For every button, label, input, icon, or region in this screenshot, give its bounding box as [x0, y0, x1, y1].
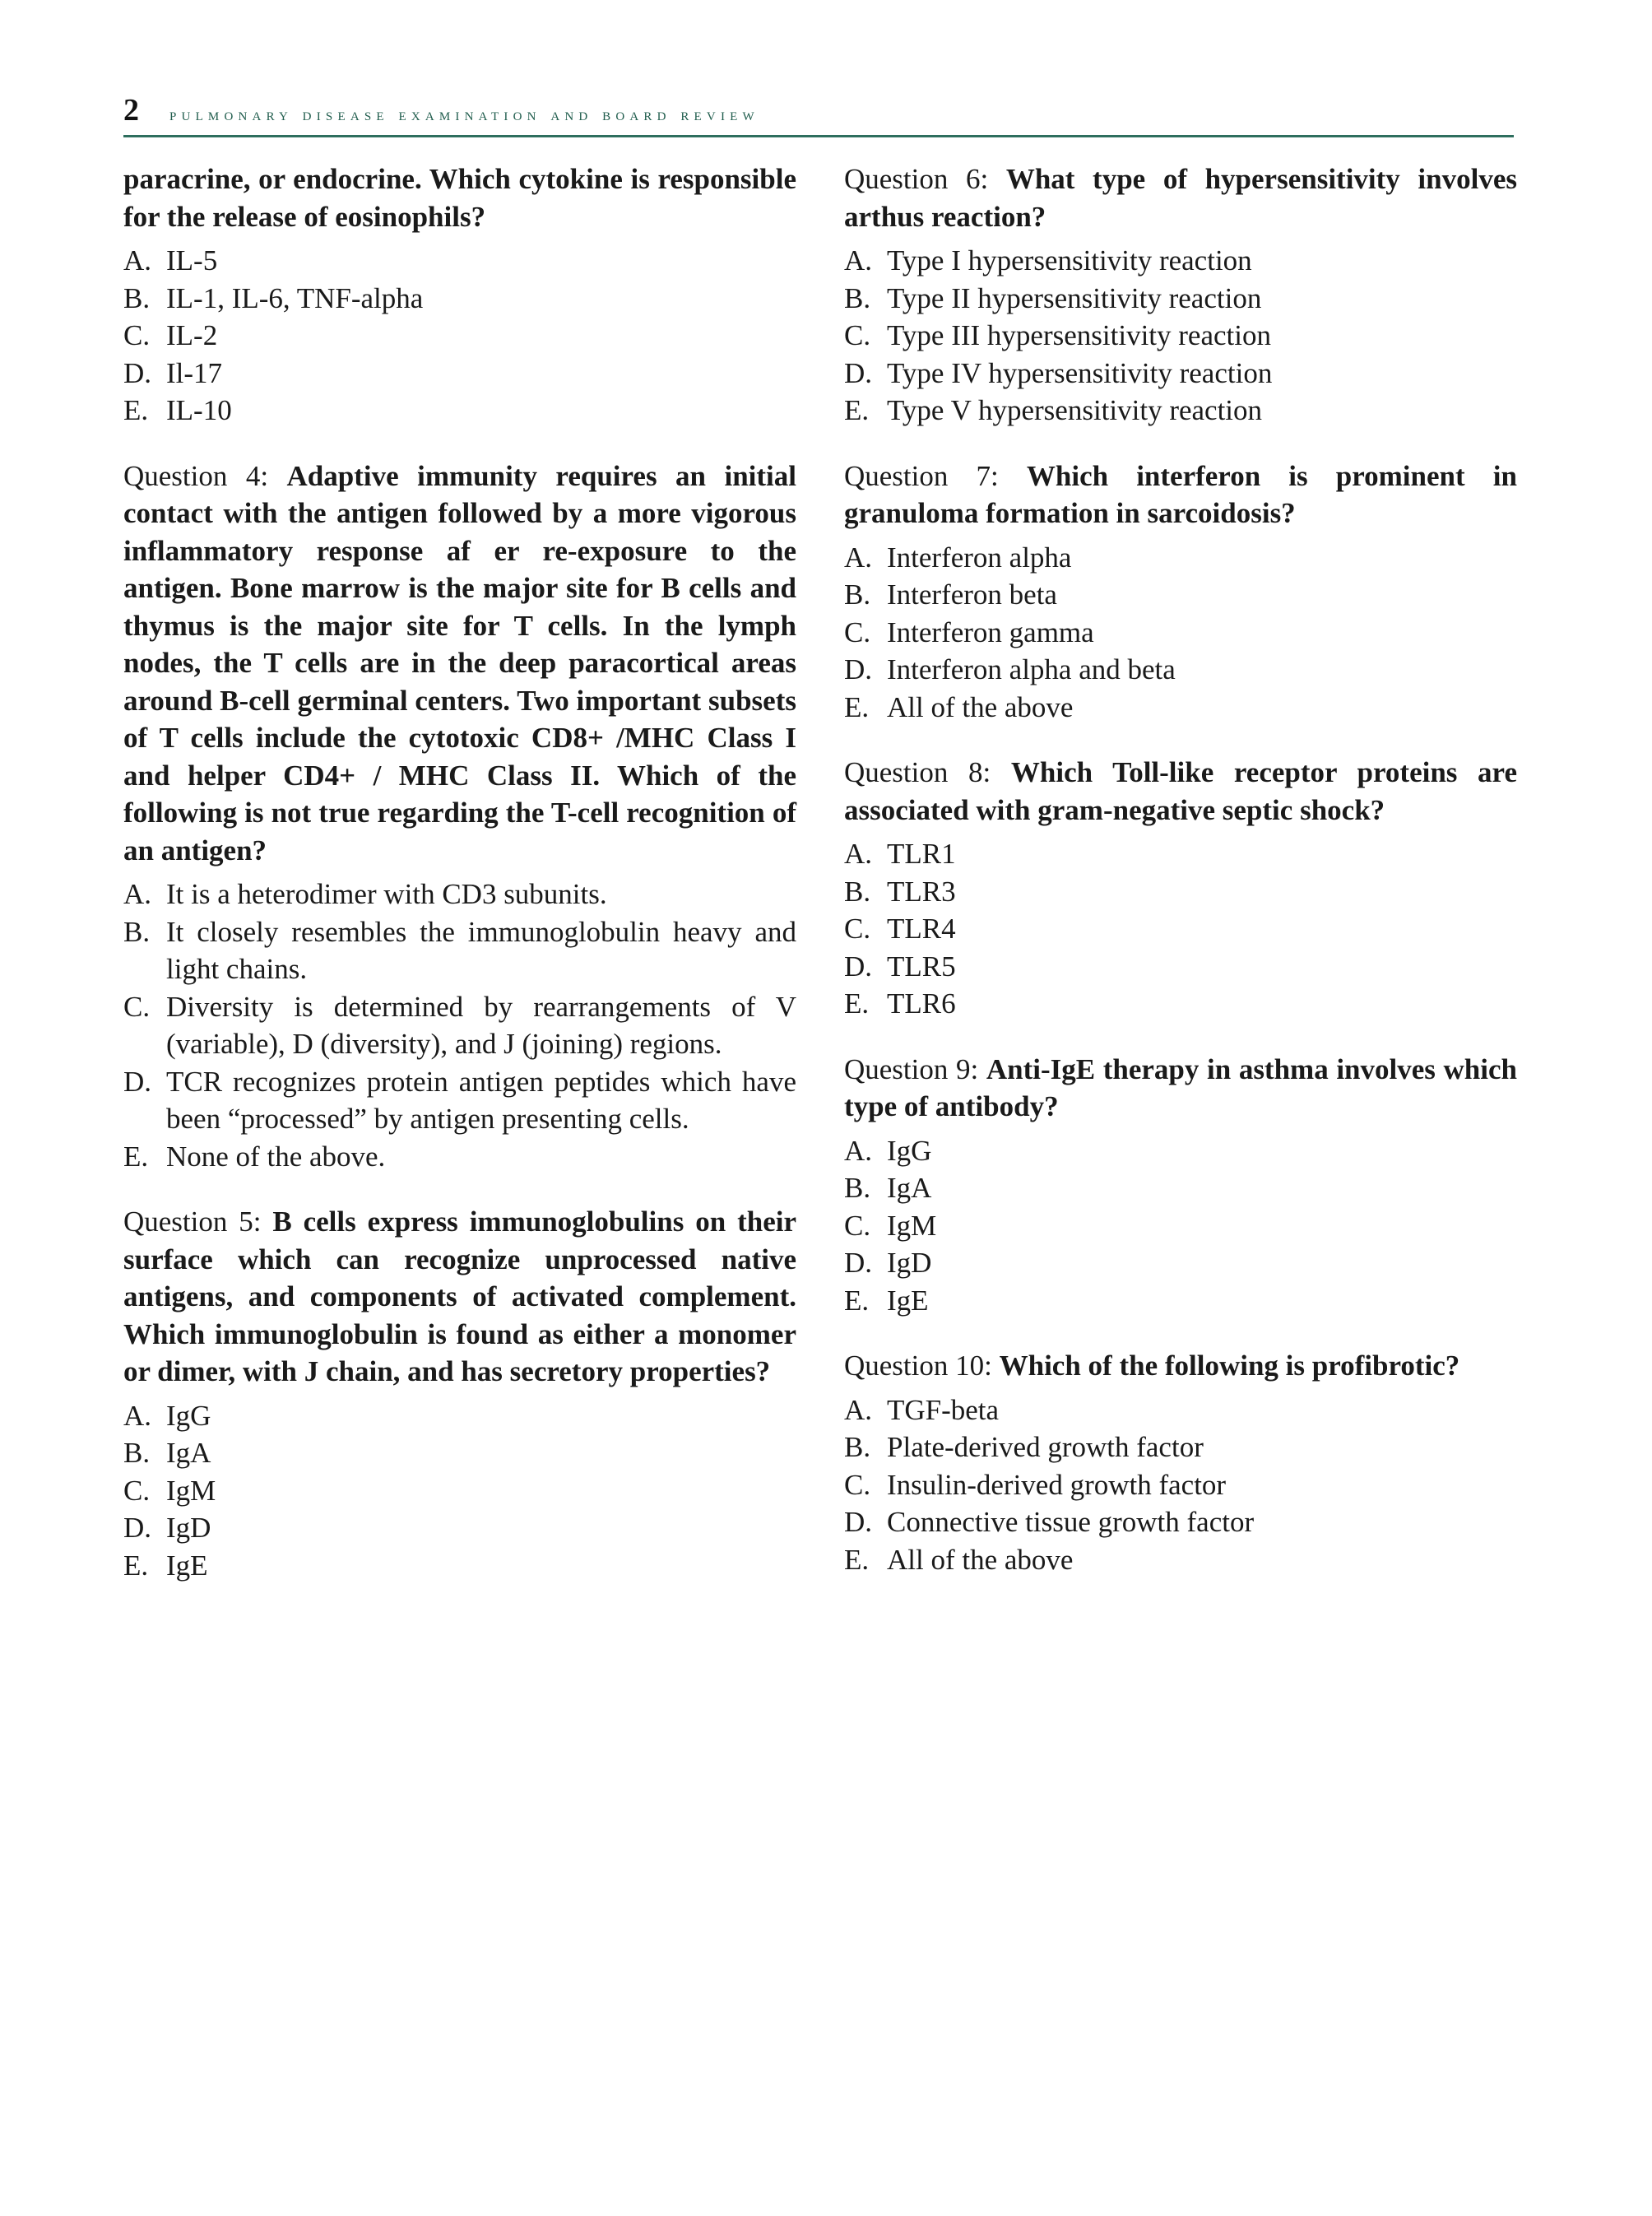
answer-options: [123, 1397, 796, 1585]
option-text: IgA: [887, 1172, 932, 1204]
question-number: Question 7:: [844, 459, 1027, 492]
option-letter: C.: [844, 616, 871, 648]
option-letter: B.: [123, 281, 151, 314]
option-text: Type IV hypersensitivity reaction: [887, 356, 1273, 389]
option-text: IgE: [166, 1549, 208, 1582]
option-text: Diversity is determined by rearrangements of V (variable), D (diversity), and J (joining) regions.: [166, 990, 796, 1060]
option-letter: D.: [123, 356, 152, 389]
option-text: None of the above.: [166, 1140, 386, 1173]
answer-option: [844, 1169, 1517, 1207]
option-letter: B.: [123, 1437, 151, 1469]
answer-option: [844, 985, 1517, 1023]
answer-option: [123, 392, 796, 430]
option-letter: B.: [844, 1172, 871, 1204]
question-block: [123, 1203, 796, 1584]
answer-option: [123, 317, 796, 355]
option-text: Interferon alpha: [887, 541, 1072, 574]
question-text: Which of the following is profibrotic?: [999, 1350, 1460, 1382]
option-letter: C.: [123, 319, 151, 351]
answer-option: [123, 913, 796, 988]
answer-options: [844, 242, 1517, 430]
answer-options: [844, 1391, 1517, 1579]
option-text: TCR recognizes protein antigen peptides which have been “processed” by antigen presenting cells.: [166, 1065, 796, 1135]
answer-options: [844, 539, 1517, 727]
option-text: TLR5: [887, 950, 956, 983]
option-letter: A.: [844, 244, 873, 276]
question-stem: [123, 458, 796, 870]
option-text: IgG: [166, 1399, 211, 1432]
option-text: It is a heterodimer with CD3 subunits.: [166, 878, 607, 910]
question-number: Question 8:: [844, 756, 1011, 788]
option-letter: C.: [123, 1474, 151, 1507]
answer-option: [123, 242, 796, 280]
option-text: TLR6: [887, 987, 956, 1020]
answer-option: [844, 1244, 1517, 1282]
option-letter: B.: [123, 915, 151, 948]
option-text: IL-2: [166, 319, 218, 351]
question-number: Question 4:: [123, 459, 287, 492]
option-letter: C.: [123, 990, 151, 1023]
answer-option: [844, 242, 1517, 280]
option-text: All of the above: [887, 1543, 1074, 1576]
option-letter: A.: [123, 244, 152, 276]
answer-option: [123, 1472, 796, 1510]
answer-option: [844, 651, 1517, 689]
answer-option: [123, 1397, 796, 1435]
answer-option: [123, 1509, 796, 1547]
answer-option: [844, 1429, 1517, 1466]
answer-option: [844, 873, 1517, 911]
option-text: Plate-derived growth factor: [887, 1431, 1204, 1463]
right-column: [844, 160, 1517, 1606]
question-text: Anti-IgE therapy in asthma involves which type of antibody?: [844, 1052, 1517, 1122]
question-number: Question 9:: [844, 1052, 986, 1085]
question-block: [844, 1347, 1517, 1578]
option-letter: E.: [123, 394, 149, 426]
answer-option: [844, 355, 1517, 393]
option-letter: A.: [844, 838, 873, 870]
option-letter: D.: [123, 1065, 152, 1098]
option-text: IgD: [887, 1247, 932, 1279]
question-text: paracrine, or endocrine. Which cytokine is responsible for the release of eosinophils?: [123, 163, 796, 233]
answer-options: [844, 835, 1517, 1023]
answer-option: [844, 317, 1517, 355]
question-text: What type of hypersensitivity involves arthus reaction?: [844, 163, 1517, 233]
answer-option: [123, 280, 796, 318]
left-column: [123, 160, 796, 1612]
answer-option: [844, 835, 1517, 873]
question-block: [123, 458, 796, 1176]
option-text: IgM: [887, 1209, 937, 1242]
option-letter: A.: [844, 541, 873, 574]
option-letter: E.: [844, 1284, 870, 1317]
option-text: All of the above: [887, 690, 1074, 723]
running-head: pulmonary disease examination and board review: [169, 104, 759, 124]
answer-option: [844, 948, 1517, 986]
option-letter: E.: [844, 987, 870, 1020]
option-text: IL-5: [166, 244, 218, 276]
option-letter: A.: [844, 1393, 873, 1426]
option-letter: B.: [844, 1431, 871, 1463]
question-stem: [123, 160, 796, 235]
option-text: IgG: [887, 1134, 932, 1167]
option-text: IgA: [166, 1437, 211, 1469]
option-letter: E.: [844, 394, 870, 426]
question-text: Which Toll-like receptor proteins are associated with gram-negative septic shock?: [844, 756, 1517, 826]
answer-option: [123, 876, 796, 913]
option-letter: E.: [844, 1543, 870, 1576]
option-letter: A.: [123, 1399, 152, 1432]
question-stem: [844, 754, 1517, 829]
option-text: TGF-beta: [887, 1393, 1000, 1426]
option-letter: D.: [123, 1512, 152, 1544]
answer-option: [123, 1138, 796, 1176]
option-text: Type I hypersensitivity reaction: [887, 244, 1252, 276]
question-number: Question 10:: [844, 1350, 1000, 1382]
question-block: [844, 1051, 1517, 1320]
page-number: 2: [123, 93, 139, 128]
option-text: It closely resembles the immunoglobulin heavy and light chains.: [166, 915, 796, 985]
answer-option: [123, 1063, 796, 1138]
question-stem: [844, 458, 1517, 532]
option-letter: A.: [123, 878, 152, 910]
question-text: Adaptive immunity requires an initial contact with the antigen followed by a more vigorous inflammatory response af er re-exposure to the antigen. Bone marrow is the major site for B cells and thymus is the major site for T cells. In the lymph nodes, the T cells are in the deep paracortical areas around B-cell germinal centers. Two important subsets of T cells include the cytotoxic CD8+ /MHC Class I and helper CD4+ / MHC Class II. Which of the following is not true regarding the T-cell recognition of an antigen?: [123, 459, 796, 866]
answer-option: [844, 392, 1517, 430]
answer-option: [123, 1434, 796, 1472]
question-stem: [844, 1347, 1517, 1385]
option-letter: B.: [844, 281, 871, 314]
answer-option: [844, 1466, 1517, 1504]
question-stem: [844, 1051, 1517, 1126]
answer-option: [844, 539, 1517, 577]
answer-option: [123, 1547, 796, 1585]
option-text: TLR1: [887, 838, 956, 870]
option-text: Type III hypersensitivity reaction: [887, 319, 1271, 351]
question-number: Question 6:: [844, 163, 1006, 195]
option-letter: C.: [844, 913, 871, 945]
answer-options: [123, 242, 796, 430]
answer-option: [844, 910, 1517, 948]
answer-option: [123, 355, 796, 393]
question-block: [844, 458, 1517, 727]
option-letter: E.: [844, 690, 870, 723]
option-text: IgE: [887, 1284, 929, 1317]
question-block: [123, 160, 796, 430]
option-letter: D.: [844, 356, 873, 389]
option-letter: C.: [844, 1209, 871, 1242]
option-text: Il-17: [166, 356, 223, 389]
answer-option: [844, 280, 1517, 318]
option-letter: D.: [844, 653, 873, 685]
option-letter: C.: [844, 319, 871, 351]
question-block: [844, 160, 1517, 430]
answer-option: [844, 1282, 1517, 1320]
option-letter: D.: [844, 1247, 873, 1279]
option-text: Connective tissue growth factor: [887, 1506, 1255, 1538]
option-text: IL-10: [166, 394, 232, 426]
option-letter: D.: [844, 950, 873, 983]
answer-option: [123, 988, 796, 1063]
option-text: Insulin-derived growth factor: [887, 1468, 1227, 1501]
question-text: Which interferon is prominent in granuloma formation in sarcoidosis?: [844, 459, 1517, 529]
option-text: IgM: [166, 1474, 216, 1507]
answer-option: [844, 1541, 1517, 1579]
option-letter: B.: [844, 578, 871, 611]
answer-option: [844, 1132, 1517, 1170]
question-number: Question 5:: [123, 1206, 273, 1238]
answer-options: [844, 1132, 1517, 1320]
answer-option: [844, 614, 1517, 652]
option-text: Interferon beta: [887, 578, 1057, 611]
question-block: [844, 754, 1517, 1023]
page-header: [123, 92, 1514, 137]
question-stem: [123, 1203, 796, 1391]
answer-option: [844, 1503, 1517, 1541]
option-letter: A.: [844, 1134, 873, 1167]
answer-option: [844, 1207, 1517, 1245]
option-text: IgD: [166, 1512, 211, 1544]
option-letter: E.: [123, 1140, 149, 1173]
option-text: TLR3: [887, 875, 956, 908]
option-text: Interferon gamma: [887, 616, 1094, 648]
answer-option: [844, 689, 1517, 727]
option-text: Interferon alpha and beta: [887, 653, 1176, 685]
option-text: IL-1, IL-6, TNF-alpha: [166, 281, 424, 314]
option-letter: D.: [844, 1506, 873, 1538]
answer-option: [844, 1391, 1517, 1429]
option-text: Type V hypersensitivity reaction: [887, 394, 1263, 426]
option-letter: B.: [844, 875, 871, 908]
answer-options: [123, 876, 796, 1175]
answer-option: [844, 576, 1517, 614]
question-text: B cells express immunoglobulins on their surface which can recognize unprocessed native antigens, and components of activated complement. Which immunoglobulin is found as either a monomer or dimer, with J chain, and has secretory properties?: [123, 1206, 796, 1387]
option-letter: E.: [123, 1549, 149, 1582]
option-letter: C.: [844, 1468, 871, 1501]
question-stem: [844, 160, 1517, 235]
option-text: TLR4: [887, 913, 956, 945]
option-text: Type II hypersensitivity reaction: [887, 281, 1262, 314]
